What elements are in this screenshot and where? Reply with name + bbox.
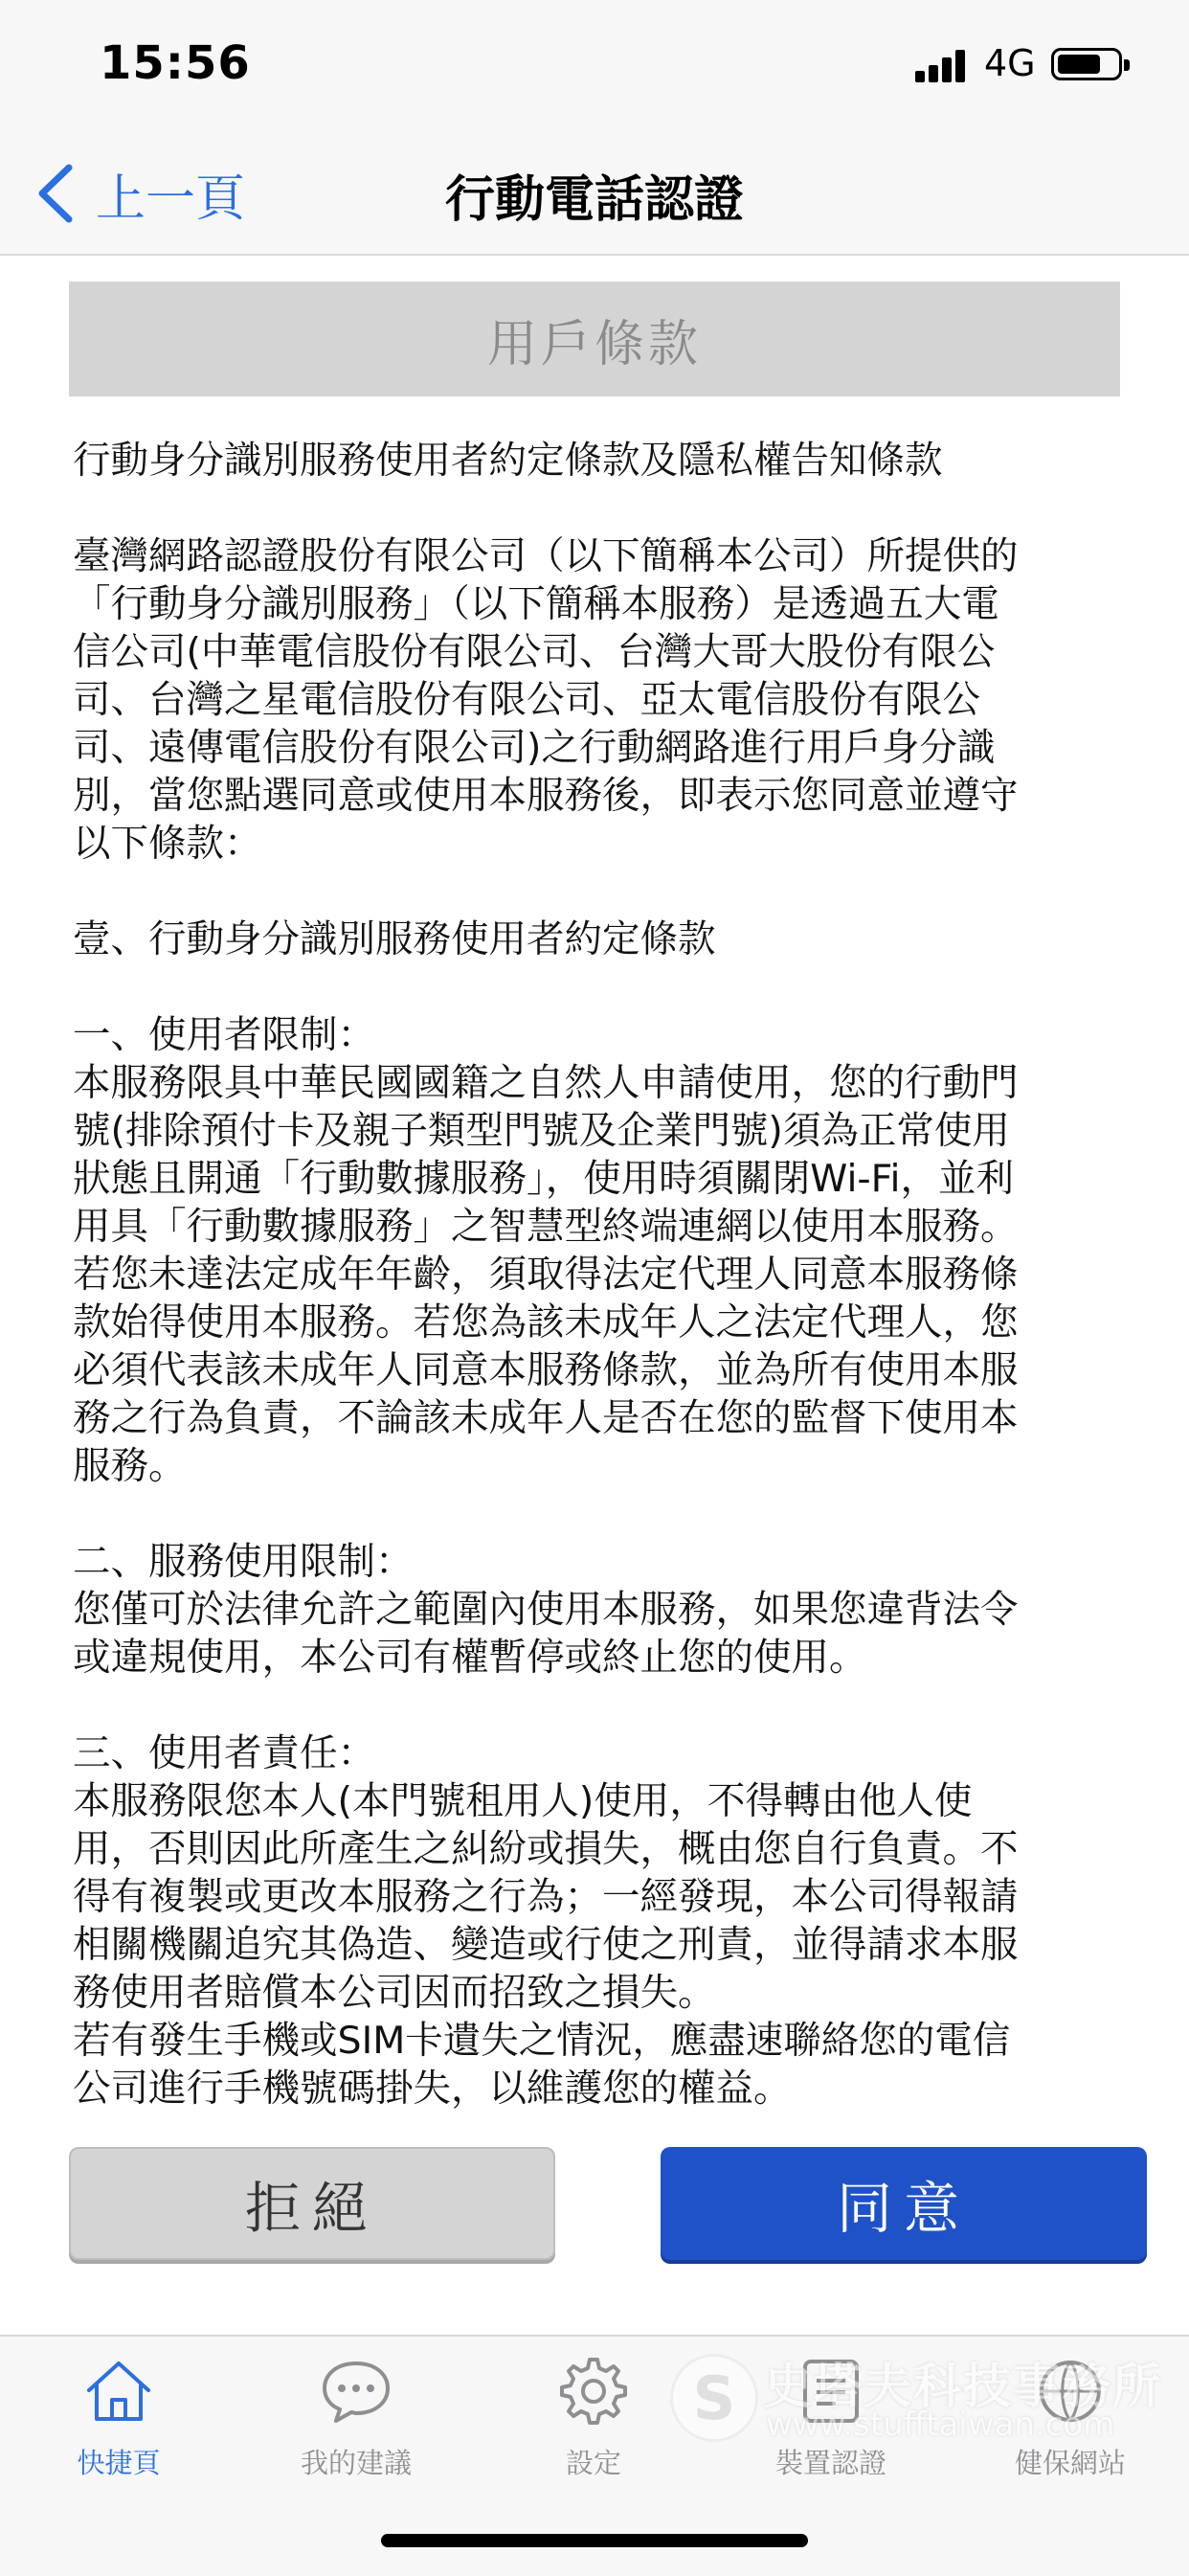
tab-shortcut[interactable] [0, 2354, 237, 2481]
chat-bubble-icon [319, 2354, 393, 2429]
terms-header: 用戶條款 [69, 282, 1120, 396]
terms-clause-usage-limit: 二、服務使用限制： 您僅可於法律允許之範圍內使用本服務，如果您違背法令 或違規使用，本公司有權暫停或終止您的使用。 [73, 1540, 1019, 1680]
paragraph-gap [73, 963, 1126, 1011]
terms-scroll-area[interactable] [73, 437, 1126, 2111]
tab-label: 設定 [565, 2447, 621, 2479]
terms-clause-user-restriction: 一、使用者限制： 本服務限具中華民國國籍之自然人申請使用，您的行動門 號(排除預付卡及親子類型門號及企業門號)須為正常使用 狀態且開通「行動數據服務」，使用時須關閉Wi-Fi，並利 用具「行動數據服務」之智慧型終端連網以使用本服務。 若您未達法定成年年齡，須取得法定代理人同意本服務條 款始得使用本服務。若您為該未成年人之法定代理人，您 必須代表該未成年人同意本服務條款，並為所有使用本服 務之行為負責，不論該未成年人是否在您的監督下使用本 服務。 [73, 1013, 1019, 1488]
tab-label: 健保網站 [1014, 2447, 1126, 2479]
navigation-bar [0, 134, 1189, 256]
agree-button[interactable]: 同意 [661, 2147, 1147, 2260]
terms-title: 行動身分識別服務使用者約定條款及隱私權告知條款 [73, 439, 943, 483]
back-label: 上一頁 [96, 169, 246, 228]
paragraph-gap [73, 868, 1126, 915]
cellular-signal-icon [915, 48, 969, 82]
home-indicator [381, 2534, 808, 2547]
paragraph-gap [73, 1682, 1126, 1729]
gear-icon [556, 2354, 631, 2429]
tab-label: 裝置認證 [774, 2447, 886, 2479]
network-type: 4G [984, 42, 1036, 84]
battery-icon [1051, 48, 1122, 80]
reject-button[interactable]: 拒絕 [69, 2147, 555, 2260]
watermark [670, 2346, 1168, 2452]
paragraph-gap [73, 485, 1126, 532]
terms-section-heading: 壹、行動身分識別服務使用者約定條款 [73, 917, 716, 961]
status-bar [0, 0, 1189, 134]
page-title: 行動電話認證 [444, 171, 744, 229]
tab-label: 快捷頁 [77, 2447, 161, 2479]
tab-suggestions[interactable] [237, 2354, 475, 2481]
paragraph-gap [73, 1490, 1126, 1538]
terms-clause-user-responsibility: 三、使用者責任： 本服務限您本人(本門號租用人)使用，不得轉由他人使 用，否則因此所產生之糾紛或損失，概由您自行負責。不 得有複製或更改本服務之行為；一經發現，本公司得報請 相關機關追究其偽造、變造或行使之刑責，並得請求本服 務使用者賠償本公司因而招致之損失。 若有發生手機或SIM卡遺失之情況，應盡速聯絡您的電信 公司進行手機號碼掛失，以維護您的權益。 [73, 1731, 1019, 2111]
watermark-name: 史塔夫科技事務所 [764, 2359, 1162, 2414]
tab-label: 我的建議 [300, 2447, 412, 2479]
watermark-logo: S [670, 2354, 758, 2442]
watermark-url: www.stufftaiwan.com [766, 2406, 1115, 2444]
home-icon [81, 2354, 156, 2429]
status-time: 15:56 [100, 36, 251, 90]
terms-intro: 臺灣網路認證股份有限公司（以下簡稱本公司）所提供的 「行動身分識別服務」（以下簡稱本服務）是透過五大電 信公司(中華電信股份有限公司、台灣大哥大股份有限公 司、台灣之星電信股份有限公司、亞太電信股份有限公 司、遠傳電信股份有限公司)之行動網路進行用戶身分識 別，當您點選同意或使用本服務後，即表示您同意並遵守 以下條款： [73, 534, 1019, 866]
